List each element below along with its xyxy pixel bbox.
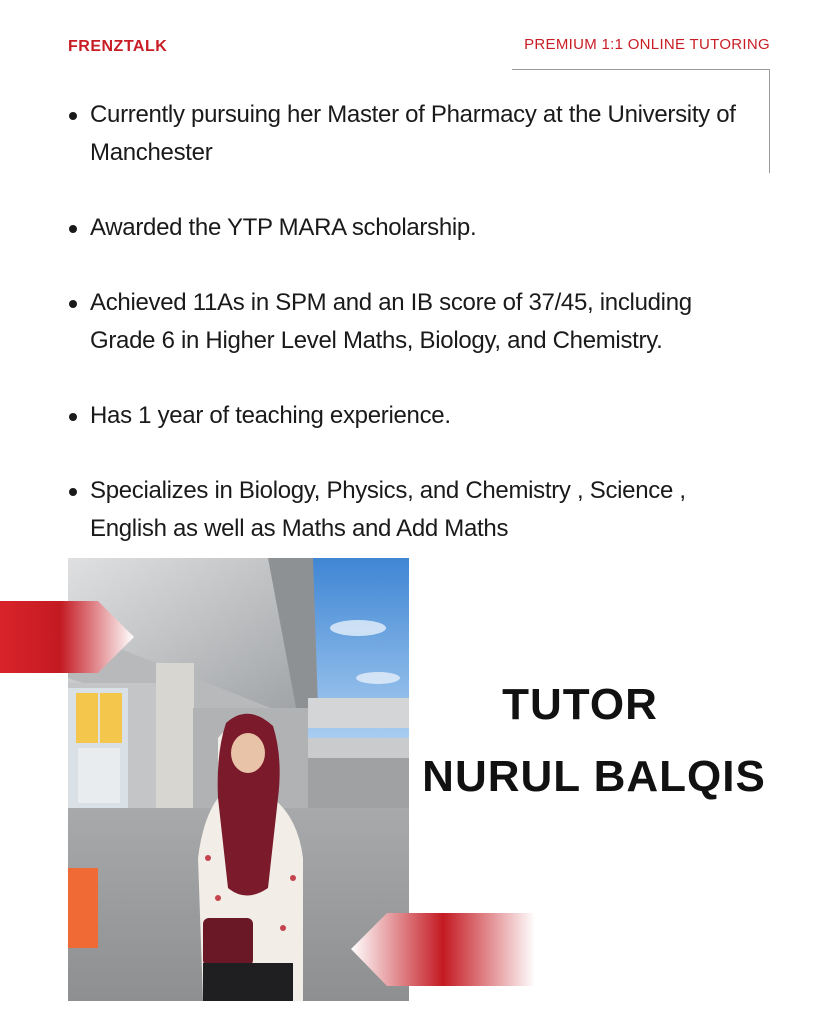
- bullet-item: Specializes in Biology, Physics, and Chemistry , Science , English as well as Maths and Add Maths: [66, 472, 756, 548]
- bullet-item: Achieved 11As in SPM and an IB score of 37/45, including Grade 6 in Higher Level Maths, Biology, and Chemistry.: [66, 284, 756, 360]
- bullet-item: Awarded the YTP MARA scholarship.: [66, 209, 756, 247]
- tutor-title: TUTOR: [502, 680, 658, 729]
- tutor-highlights-list: [66, 96, 756, 585]
- bullet-item: Has 1 year of teaching experience.: [66, 397, 756, 435]
- brand-logo: FRENZTALK: [68, 38, 168, 55]
- red-ribbon-left: [0, 601, 134, 673]
- tutor-name: NURUL BALQIS: [422, 752, 766, 801]
- header-tagline: PREMIUM 1:1 ONLINE TUTORING: [524, 36, 770, 53]
- bullet-item: Currently pursuing her Master of Pharmacy at the University of Manchester: [66, 96, 756, 172]
- red-ribbon-right: [351, 913, 535, 986]
